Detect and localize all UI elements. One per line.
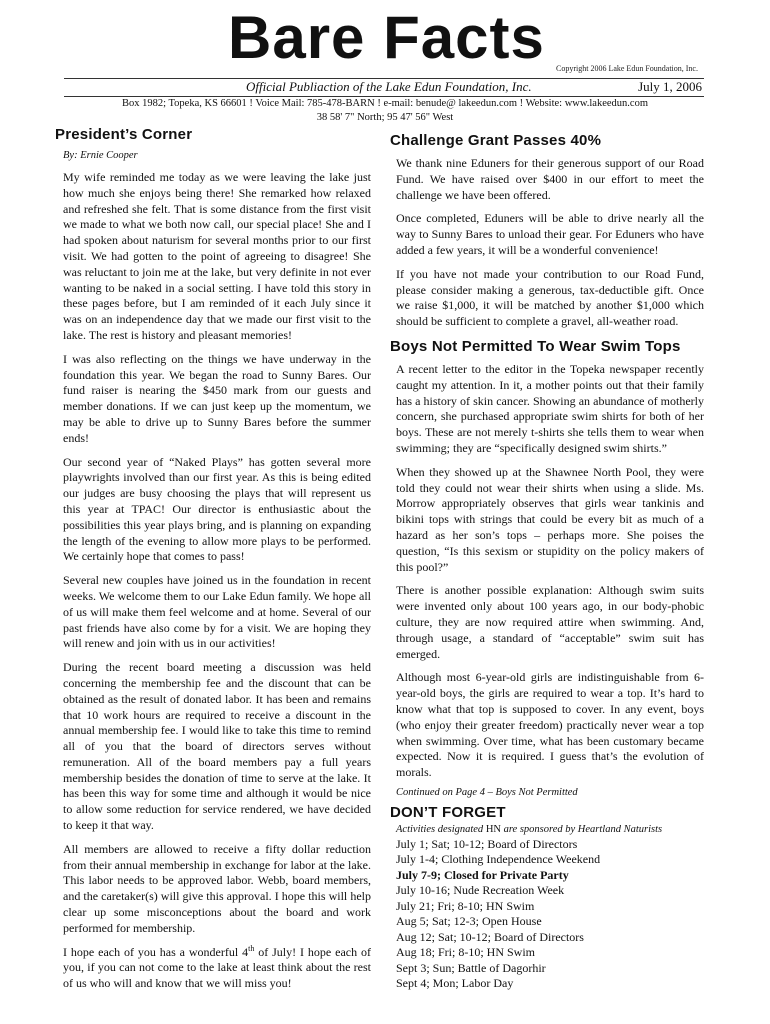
events-list [390,837,704,992]
newsletter-title: Bare Facts [228,4,545,71]
event-item: Aug 5; Sat; 12-3; Open House [396,914,542,929]
article-paragraph: Although most 6-year-old girls are indistinguishable from 6-year-old boys, the girls are required to wear a top. It’s hard to know what that top is supposed to cover. In any event, boys (who enjoy their greater freedom) practically never wear a top when swimming. Over time, what has been customary became expected. Now it is required. I guess that’s the evolution of morals. [396,670,704,780]
article-paragraph: My wife reminded me today as we were leaving the lake just how much she enjoys being there! She remarked how relaxed and refreshed she felt. That is some distance from the first visit we made to what we both now call, our special place! She and I had spoken about naturism for several months prior to our first visit. We had gotten to the point of agreeing to disagree! She was reluctant to join me at the lake, but very definite in not ever wanting to be naked in a social setting. I have told this story in these pages before, but I am reminded of it each July since it was on an independence day that we made our first visit to the lake. The rest is history and pleasant memories! [63,170,371,342]
byline: By: Ernie Cooper [63,150,138,161]
article-paragraph: A recent letter to the editor in the Topeka newspaper recently caught my attention. In it, a mother points out that their family has a history of skin cancer. Showing an abundance of motherly concern, she purchased appropriate swim shirts for both of her boys. These are not merely t-shirts she tells them to wear when swimming; they are “specifically designed swim shirts.” [396,361,704,455]
event-item: Sept 4; Mon; Labor Day [396,976,514,991]
event-item: July 21; Fri; 8-10; HN Swim [396,898,535,913]
event-item: July 1-4; Clothing Independence Weekend [396,852,601,867]
presidents-corner-heading: President’s Corner [55,126,193,143]
dont-forget-heading: DON’T FORGET [390,803,506,821]
contact-coordinates-line: 38 58' 7" North; 95 47' 56" West [316,112,454,123]
article-paragraph: When they showed up at the Shawnee North Pool, they were told they could not wear their shirts when using a slide. Ms. Morrow appropriately observes that girls wear tankinis and bikini tops with strings that could be every bit as much of a hazard as her son’s tops – perhaps more. She poises the question, “Is this sexism or stupidity on the policy makers of this pool?” [396,464,704,574]
event-item: Sept 3; Sun; Battle of Dagorhir [396,960,546,975]
article-paragraph: If you have not made your contribution to our Road Fund, please consider making a generous, tax-deductible gift. Once we raise $1,000, it will be matched by another $1,000 which should be sufficient to complete a gravel, all-weather road. [396,266,704,329]
article-paragraph: There is another possible explanation: Although swim suits were invented only about 100 years ago, in our body-phobic culture, they are now required attire when swimming. And, through usage, a standard of “acceptable” swim suit has emerged. [396,583,704,661]
article-paragraph: All members are allowed to receive a fifty dollar reduction from their annual membership in exchange for labor at the lake. This labor needs to be approved labor. Webb, board members, and the caretaker(s) will give this approval. I hope this will help clear up some misconceptions about the board and work performed for membership. [63,841,371,935]
publication-subtitle: Official Publiaction of the Lake Edun Foundation, Inc. [246,79,532,94]
contact-info [60,97,710,125]
left-column [55,126,371,1000]
article-paragraph: During the recent board meeting a discussion was held concerning the membership fee and the discount that can be obtained as the result of donated labor. It has been and remains that 10 work hours are required to receive a discount in the annual membership fee. I would like to take this time to remind all of you that the board of directors serves without remuneration. All of the board members pay a full years membership besides the donation of time to serve at the lake. It has been this way for some time and although it would be nice to allow some reduction for service rendered, we have decided to keep it that way. [63,660,371,833]
hn-note: Activities designated HN are sponsored by Heartland Naturists [396,823,663,835]
challenge-grant-heading: Challenge Grant Passes 40% [390,132,602,149]
issue-date: July 1, 2006 [638,79,702,94]
article-paragraph-closing: I hope each of you has a wonderful 4th of July! I hope each of you, if you can not come to the lake at least think about the rest of us who will and know that we will miss you! [63,943,372,991]
article-paragraph: Several new couples have joined us in the foundation in recent weeks. We welcome them to our Lake Edun family. We hope all of us will make them feel welcome and at home. Several of our past friends have also come by for a visit. We are hoping they will renew and join with us in our activities! [63,573,371,651]
event-item: July 10-16; Nude Recreation Week [396,883,565,898]
event-item: July 7-9; Closed for Private Party [396,867,569,882]
article-paragraph: Our second year of “Naked Plays” has gotten several more playwrights involved than our first year. As this is being edited our judges are busy choosing the plays that will represent us this year at TPAC! Our director is enthusiastic about the possibilities this year plays bring, and is planning on expanding the length of the evening to allow more plays to be performed. We certainly hope that comes to pass! [63,454,371,564]
copyright-notice: Copyright 2006 Lake Edun Foundation, Inc. [556,64,698,73]
event-item: Aug 18; Fri; 8-10; HN Swim [396,945,536,960]
contact-address-line: Box 1982; Topeka, KS 66601 ! Voice Mail: 785-478-BARN ! e-mail: benude@ lakeedun.com ! Website: www.lakeedun.com [122,98,648,109]
article-paragraph: I was also reflecting on the things we have underway in the foundation this year. We began the road to Sunny Bares. Our fund raiser is nearing the $450 mark from our guests and member donations. If we can just keep up the momentum, we may be able to drive up to Sunny Bares before the summer ends! [63,351,371,445]
event-item: Aug 12; Sat; 10-12; Board of Directors [396,929,584,944]
continued-note: Continued on Page 4 – Boys Not Permitted [396,786,578,798]
right-column [390,132,704,992]
swim-tops-heading: Boys Not Permitted To Wear Swim Tops [390,337,681,355]
masthead [0,0,770,130]
article-paragraph: We thank nine Eduners for their generous support of our Road Fund. We have raised over $400 in our effort to meet the challenge we have been offered. [396,156,704,202]
event-item: July 1; Sat; 10-12; Board of Directors [396,836,578,851]
article-paragraph: Once completed, Eduners will be able to drive nearly all the way to Sunny Bares to unload their gear. For Eduners who have added a few years, it will be a wonderful convenience! [396,211,704,257]
